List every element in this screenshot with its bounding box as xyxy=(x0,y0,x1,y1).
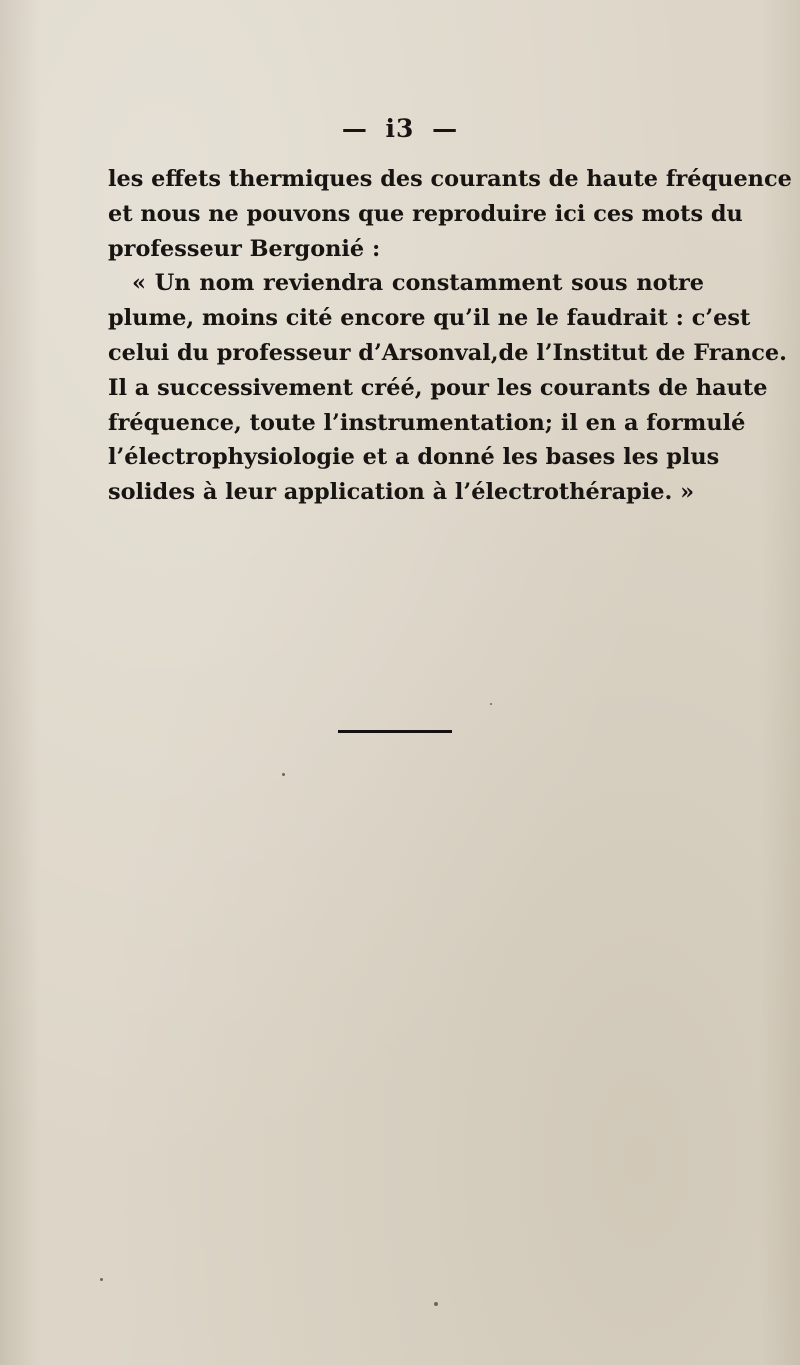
paper-speck xyxy=(282,773,285,776)
header-dash-left: — xyxy=(341,114,368,143)
header-dash-right: — xyxy=(432,114,459,143)
body-text xyxy=(108,162,792,510)
text-line: professeur Bergonié : xyxy=(108,235,381,262)
text-line: solides à leur application à l’électrothérapie. » xyxy=(108,479,695,506)
text-line: plume, moins cité encore qu’il ne le faudrait : c’est xyxy=(108,305,751,332)
text-line: les effets thermiques des courants de haute fréquence xyxy=(108,166,792,192)
text-line: l’électrophysiologie et a donné les bases les plus xyxy=(108,444,720,471)
text-line: et nous ne pouvons que reproduire ici ces mots du xyxy=(108,200,743,227)
text-line: fréquence, toute l’instrumentation; il en a formulé xyxy=(108,409,746,436)
page-number: i3 xyxy=(385,114,415,143)
paper-speck xyxy=(100,1278,103,1281)
text-line: celui du professeur d’Arsonval,de l’Institut de France. xyxy=(108,339,787,366)
text-line: Il a successivement créé, pour les courants de haute xyxy=(108,374,768,401)
page-header xyxy=(0,114,800,143)
quote-start-line: « Un nom reviendra constamment sous notre xyxy=(132,270,704,297)
paper-speck xyxy=(434,1302,438,1306)
paper-speck xyxy=(490,703,492,705)
section-divider xyxy=(338,730,452,733)
